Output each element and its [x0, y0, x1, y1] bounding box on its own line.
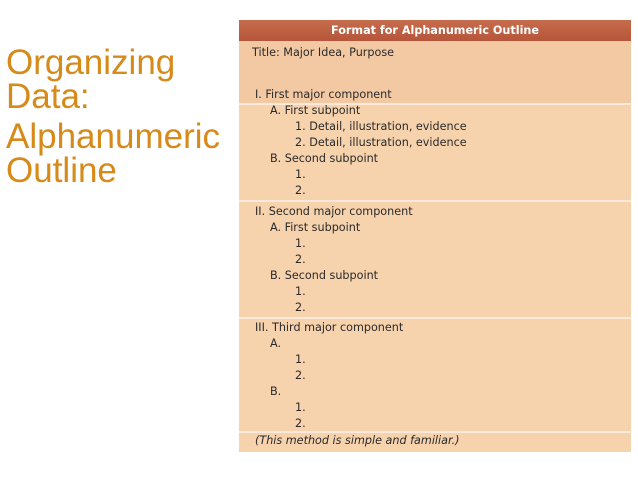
outline-item: 2. — [295, 417, 306, 430]
outline-item: 1. — [295, 237, 306, 250]
outline-item: A. First subpoint — [270, 104, 361, 117]
outline-item: I. First major component — [255, 88, 392, 101]
outline-item: 1. — [295, 168, 306, 181]
slide-title-line1: Organizing Data: — [6, 43, 176, 116]
outline-footer-note: (This method is simple and familiar.) — [255, 434, 460, 447]
outline-item: III. Third major component — [255, 321, 404, 334]
outline-item: 2. — [295, 301, 306, 314]
outline-item: 1. — [295, 285, 306, 298]
outline-item: A. First subpoint — [270, 221, 361, 234]
outline-item: 2. — [295, 369, 306, 382]
outline-item: 1. — [295, 353, 306, 366]
divider — [239, 317, 631, 319]
outline-item: 1. Detail, illustration, evidence — [295, 120, 467, 133]
divider — [239, 431, 631, 433]
outline-item: 2. Detail, illustration, evidence — [295, 136, 467, 149]
outline-item: 1. — [295, 401, 306, 414]
slide-title — [6, 43, 228, 190]
outline-item: II. Second major component — [255, 205, 413, 218]
divider — [239, 200, 631, 202]
outline-item: B. Second subpoint — [270, 269, 379, 282]
slide-title-line2: Alphanumeric Outline — [6, 117, 220, 190]
outline-title: Title: Major Idea, Purpose — [252, 46, 395, 59]
panel-header: Format for Alphanumeric Outline — [239, 20, 631, 41]
outline-format-panel — [239, 20, 631, 452]
outline-item: 2. — [295, 184, 306, 197]
outline-item: A. — [270, 337, 282, 350]
outline-item: 2. — [295, 253, 306, 266]
outline-item: B. — [270, 385, 282, 398]
outline-item: B. Second subpoint — [270, 152, 379, 165]
